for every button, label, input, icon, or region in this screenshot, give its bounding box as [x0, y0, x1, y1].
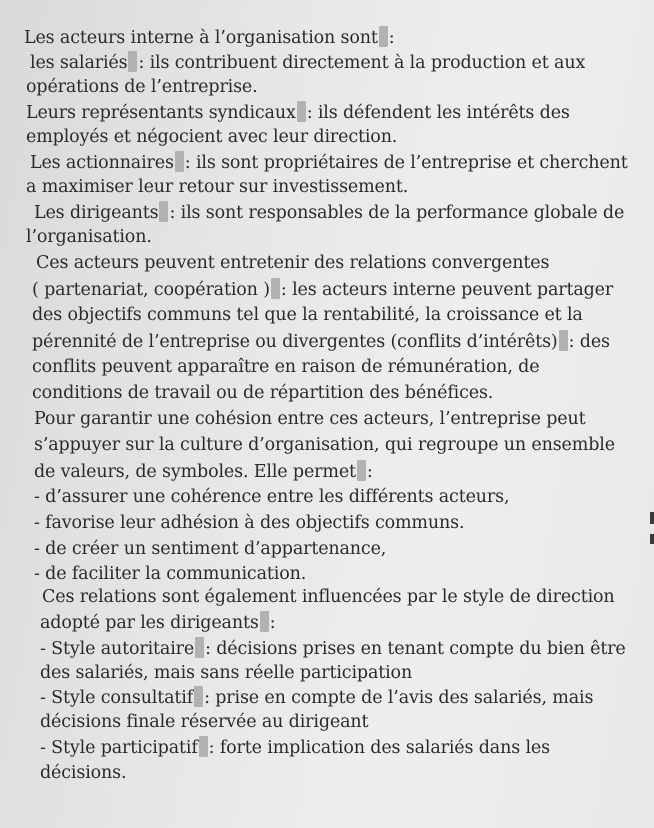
line-text: pérennité de l’entreprise ou divergentes (conflits d’intérêts) — [32, 332, 558, 352]
line-text: Les actionnaires — [30, 153, 174, 173]
text-line — [26, 76, 258, 98]
highlight-marker — [357, 460, 366, 481]
highlight-marker — [379, 26, 388, 47]
text-line — [36, 252, 549, 274]
text-line — [40, 611, 275, 634]
line-text-cont: : prise en compte de l’avis des salariés, mais — [204, 688, 594, 708]
text-line — [26, 176, 408, 198]
text-line — [34, 512, 464, 534]
text-line — [30, 151, 628, 174]
text-line — [32, 330, 610, 353]
line-text-cont: : les acteurs interne peuvent partager — [280, 280, 614, 300]
line-text: employés et négocient avec leur direction. — [26, 127, 398, 147]
line-text-cont: : décisions prises en tenant compte du bien être — [205, 639, 626, 659]
text-line — [32, 304, 583, 326]
line-text: - de créer un sentiment d’appartenance, — [34, 539, 387, 559]
text-line — [34, 563, 306, 585]
highlight-marker — [175, 151, 184, 172]
text-line — [32, 356, 539, 378]
text-line — [34, 538, 386, 560]
line-text: des objectifs communs tel que la rentabilité, la croissance et la — [32, 305, 583, 325]
text-line — [24, 26, 395, 49]
line-text: Les acteurs interne à l’organisation sont — [24, 28, 378, 48]
text-line — [32, 382, 493, 404]
highlight-marker — [195, 637, 204, 658]
line-text: conflits peuvent apparaître en raison de rémunération, de — [32, 357, 540, 377]
text-line — [26, 226, 152, 248]
line-text: s’appuyer sur la culture d’organisation, qui regroupe un ensemble — [34, 435, 615, 455]
text-line — [40, 711, 368, 733]
line-text: décisions. — [40, 763, 127, 783]
highlight-marker — [128, 51, 137, 72]
line-text: conditions de travail ou de répartition des bénéfices. — [32, 383, 494, 403]
line-text-cont: : ils sont responsables de la performance globale de — [169, 203, 625, 223]
line-text: - d’assurer une cohérence entre les différents acteurs, — [34, 487, 510, 507]
text-line — [32, 278, 613, 301]
text-line — [40, 662, 412, 684]
line-text-cont: : des — [568, 332, 610, 352]
line-text: l’organisation. — [26, 227, 152, 247]
line-text: - de faciliter la communication. — [34, 564, 307, 584]
line-text-cont: : ils contribuent directement à la production et aux — [138, 53, 586, 73]
text-line — [26, 126, 397, 148]
text-line — [40, 686, 593, 709]
line-text-cont: : — [388, 28, 395, 48]
line-text: Les dirigeants — [34, 203, 159, 223]
line-text: Ces acteurs peuvent entretenir des relations convergentes — [36, 253, 550, 273]
highlight-marker — [271, 278, 280, 299]
line-text-cont: : — [269, 613, 276, 633]
line-text: opérations de l’entreprise. — [26, 77, 258, 97]
line-text: décisions finale réservée au dirigeant — [40, 712, 369, 732]
highlight-marker — [199, 736, 208, 757]
text-line — [34, 201, 624, 224]
line-text: de valeurs, de symboles. Elle permet — [34, 462, 356, 482]
line-text: des salariés, mais sans réelle participation — [40, 663, 413, 683]
highlight-marker — [260, 611, 269, 632]
highlight-marker — [297, 101, 306, 122]
text-line — [34, 434, 615, 456]
text-line — [34, 408, 585, 430]
line-text: a maximiser leur retour sur investissement. — [26, 177, 409, 197]
line-text-cont: : ils sont propriétaires de l’entreprise et cherchent — [184, 153, 628, 173]
line-text: Ces relations sont également influencées par le style de direction — [42, 587, 615, 607]
text-line — [34, 460, 373, 483]
text-line — [40, 637, 626, 660]
text-line — [40, 736, 550, 759]
line-text-cont: : forte implication des salariés dans les — [208, 738, 550, 758]
line-text: - Style consultatif — [40, 688, 194, 708]
line-text: les salariés — [30, 53, 128, 73]
highlight-marker — [559, 330, 568, 351]
text-line — [30, 51, 585, 74]
highlight-marker — [159, 201, 168, 222]
line-text: ( partenariat, coopération ) — [32, 280, 270, 300]
text-line — [40, 762, 126, 784]
line-text: - Style autoritaire — [40, 639, 195, 659]
edge-mark — [650, 534, 654, 544]
highlight-marker — [194, 686, 203, 707]
line-text: Pour garantir une cohésion entre ces acteurs, l’entreprise peut — [34, 409, 586, 429]
line-text: Leurs représentants syndicaux — [26, 103, 296, 123]
line-text: adopté par les dirigeants — [40, 613, 259, 633]
edge-mark — [650, 512, 654, 524]
text-line — [34, 486, 509, 508]
text-line — [42, 586, 615, 608]
line-text: - favorise leur adhésion à des objectifs communs. — [34, 513, 465, 533]
line-text: - Style participatif — [40, 738, 198, 758]
line-text-cont: : ils défendent les intérêts des — [306, 103, 570, 123]
line-text-cont: : — [366, 462, 373, 482]
text-line — [26, 101, 570, 124]
